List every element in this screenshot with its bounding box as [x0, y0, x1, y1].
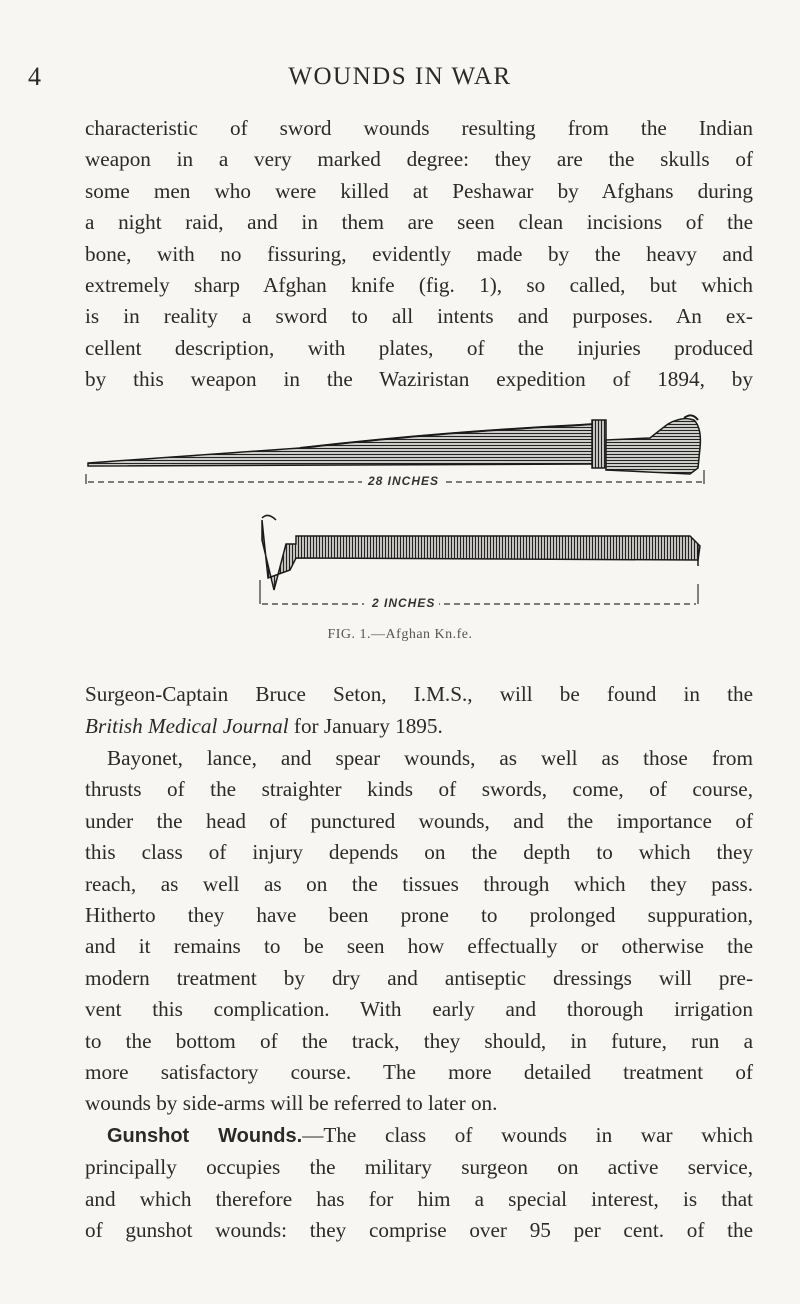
knife-edge-view: [262, 515, 700, 590]
text-line: modern treatment by dry and antiseptic dressings will pre-: [85, 965, 753, 990]
dimension-label-2-inches: 2 INCHES: [368, 596, 439, 610]
text-line: extremely sharp Afghan knife (fig. 1), so called, but which: [85, 273, 753, 298]
text-line: Hitherto they have been prone to prolonged suppuration,: [85, 903, 753, 928]
text-line: and it remains to be seen how effectually or otherwise the: [85, 934, 753, 959]
text-line: principally occupies the military surgeon on active service,: [85, 1155, 753, 1180]
paragraph-seton-cont: [85, 711, 753, 742]
text-line: vent this complication. With early and thorough irrigation: [85, 997, 753, 1022]
text-line: some men who were killed at Peshawar by Afghans during: [85, 178, 753, 203]
paragraph-punctured-wounds: [85, 743, 753, 1120]
text-line: more satisfactory course. The more detailed treatment of: [85, 1060, 753, 1085]
text-line: is in reality a sword to all intents and purposes. An ex-: [85, 304, 753, 329]
text-line: bone, with no fissuring, evidently made by the heavy and: [85, 241, 753, 266]
text-line: of gunshot wounds: they comprise over 95 per cent. of the: [85, 1218, 753, 1243]
knife-full-view: [88, 415, 700, 474]
text-line: weapon in a very marked degree: they are the skulls of: [85, 147, 753, 172]
running-head: WOUNDS IN WAR: [288, 63, 512, 90]
dimension-label-28-inches: 28 INCHES: [364, 474, 443, 488]
text-line: this class of injury depends on the depth to which they: [85, 840, 753, 865]
text-line: Surgeon-Captain Bruce Seton, I.M.S., will be found in the: [85, 682, 753, 706]
paragraph-gunshot-wounds: [85, 1120, 753, 1247]
text-run: —The class of wounds in war which: [302, 1123, 754, 1147]
text-line: by this weapon in the Waziristan expedition of 1894, by: [85, 367, 753, 392]
text-run: for January 1895.: [288, 714, 443, 738]
page-number: 4: [28, 62, 41, 91]
text-line: a night raid, and in them are seen clean incisions of the: [85, 210, 753, 235]
text-line: reach, as well as on the tissues through which they pass.: [85, 871, 753, 896]
text-line: to the bottom of the track, they should, in future, run a: [85, 1028, 753, 1053]
text-line: Bayonet, lance, and spear wounds, as well as those from: [107, 746, 753, 770]
paragraph-sword-wounds: [85, 113, 753, 396]
journal-title: British Medical Journal: [85, 714, 289, 738]
dimension-line-2: [260, 580, 698, 604]
text-line: thrusts of the straighter kinds of swords, come, of course,: [85, 777, 753, 802]
text-line: characteristic of sword wounds resulting from the Indian: [85, 116, 753, 140]
text-line: [85, 711, 753, 742]
text-line: under the head of punctured wounds, and the importance of: [85, 808, 753, 833]
section-heading-gunshot-wounds: Gunshot Wounds.: [107, 1125, 303, 1147]
text-line: cellent description, with plates, of the injuries produced: [85, 335, 753, 360]
text-line: wounds by side-arms will be referred to later on.: [85, 1091, 498, 1116]
figure-caption: FIG. 1.—Afghan Kn.fe.: [327, 627, 473, 642]
paragraph-seton: [85, 679, 753, 710]
text-line: [85, 1120, 753, 1152]
text-line: and which therefore has for him a special interest, is that: [85, 1186, 753, 1211]
